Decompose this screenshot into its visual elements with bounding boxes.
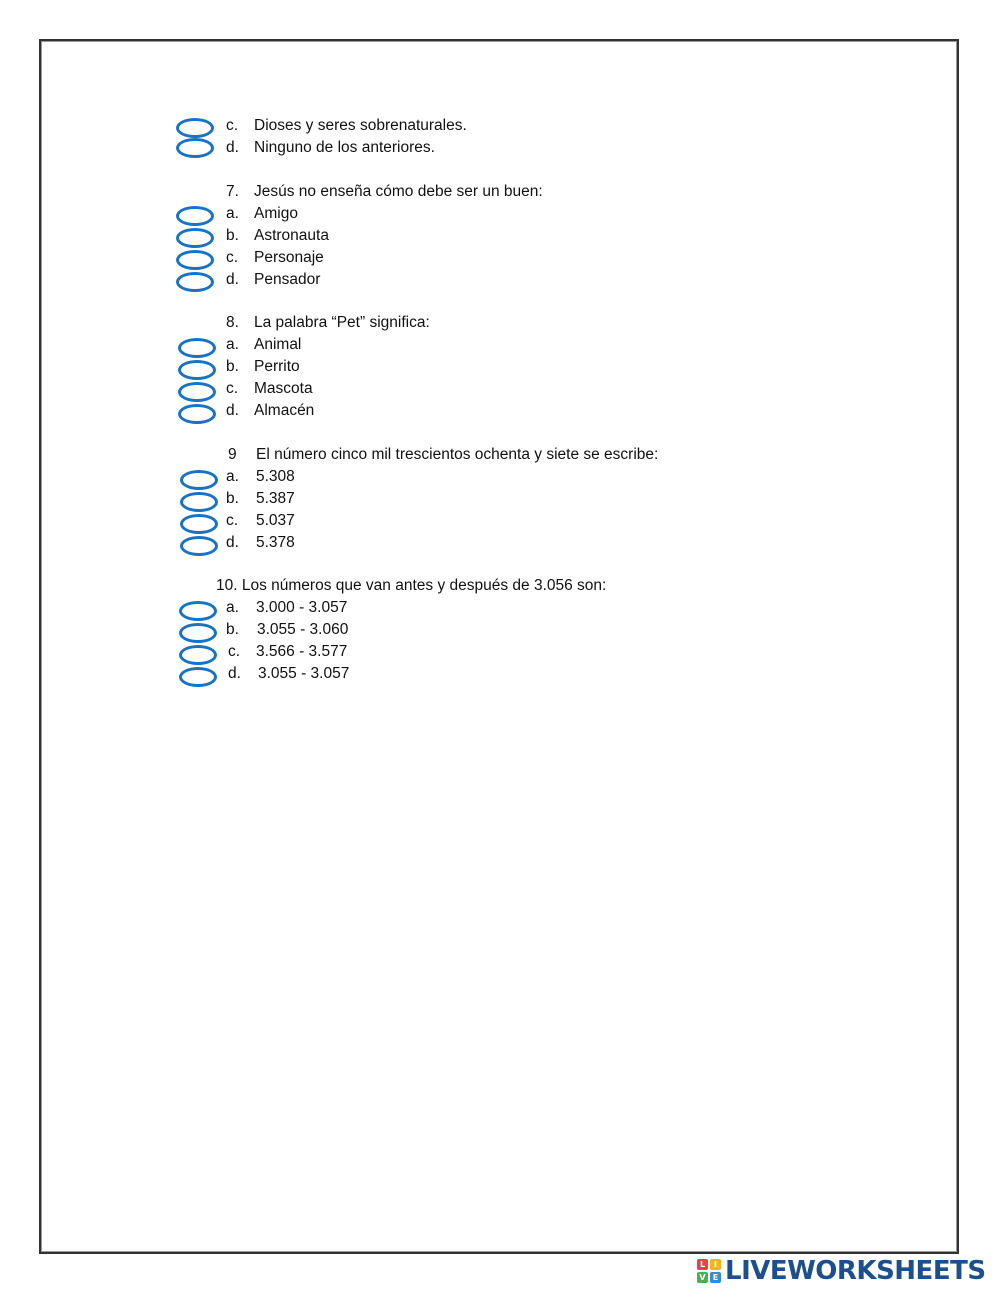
answer-bubble-q9-a[interactable] bbox=[180, 470, 218, 490]
option-marker: d. bbox=[226, 271, 239, 288]
q7-option-d bbox=[226, 270, 320, 290]
option-marker: d. bbox=[228, 665, 241, 682]
option-marker: a. bbox=[226, 205, 239, 222]
option-marker: b. bbox=[226, 621, 239, 638]
liveworksheets-brand bbox=[697, 1255, 986, 1287]
option-text: 3.055 - 3.060 bbox=[257, 621, 349, 638]
option-text: Pensador bbox=[254, 271, 321, 288]
answer-bubble-q8-a[interactable] bbox=[178, 338, 216, 358]
answer-bubble-q7-b[interactable] bbox=[176, 228, 214, 248]
option-marker: c. bbox=[226, 380, 239, 397]
q6-option-c bbox=[226, 116, 467, 136]
q9-option-c bbox=[226, 511, 295, 531]
logo-letter-i: I bbox=[710, 1259, 721, 1270]
q8-option-d bbox=[226, 401, 314, 421]
logo-letter-v: V bbox=[697, 1272, 708, 1283]
option-marker: a. bbox=[226, 468, 239, 485]
option-text: 3.000 - 3.057 bbox=[256, 599, 348, 616]
option-marker: a. bbox=[226, 336, 239, 353]
option-text: Astronauta bbox=[254, 227, 329, 244]
option-marker: d. bbox=[226, 402, 239, 419]
option-marker: d. bbox=[226, 139, 239, 156]
q9-question bbox=[228, 445, 658, 465]
option-marker: b. bbox=[226, 490, 239, 507]
answer-bubble-q6-d[interactable] bbox=[176, 138, 214, 158]
q10-option-c bbox=[228, 642, 347, 662]
q10-option-b bbox=[226, 620, 348, 640]
question-text: El número cinco mil trescientos ochenta y siete se escribe: bbox=[256, 446, 659, 463]
answer-bubble-q7-c[interactable] bbox=[176, 250, 214, 270]
answer-bubble-q9-c[interactable] bbox=[180, 514, 218, 534]
option-text: Personaje bbox=[254, 249, 324, 266]
answer-bubble-q10-c[interactable] bbox=[179, 645, 217, 665]
brand-name: LIVEWORKSHEETS bbox=[725, 1256, 986, 1286]
option-text: 3.566 - 3.577 bbox=[256, 643, 348, 660]
option-marker: c. bbox=[226, 117, 239, 134]
q8-question bbox=[226, 313, 430, 333]
answer-bubble-q8-b[interactable] bbox=[178, 360, 216, 380]
q9-option-d bbox=[226, 533, 295, 553]
option-text: Almacén bbox=[254, 402, 315, 419]
q7-question bbox=[226, 182, 543, 202]
question-number: 8. bbox=[226, 314, 239, 331]
q10-option-a bbox=[226, 598, 347, 618]
option-text: Amigo bbox=[254, 205, 298, 222]
logo-letter-l: L bbox=[697, 1259, 708, 1270]
q8-option-c bbox=[226, 379, 313, 399]
answer-bubble-q6-c[interactable] bbox=[176, 118, 214, 138]
answer-bubble-q10-b[interactable] bbox=[179, 623, 217, 643]
q9-option-a bbox=[226, 467, 295, 487]
answer-bubble-q10-a[interactable] bbox=[179, 601, 217, 621]
logo-letter-e: E bbox=[710, 1272, 721, 1283]
option-text: Perrito bbox=[254, 358, 300, 375]
liveworksheets-logo-icon bbox=[697, 1259, 721, 1283]
option-text: Animal bbox=[254, 336, 302, 353]
q7-option-c bbox=[226, 248, 324, 268]
question-number: 9 bbox=[228, 446, 237, 463]
question-text: 10. Los números que van antes y después de 3.056 son: bbox=[216, 577, 607, 594]
answer-bubble-q9-d[interactable] bbox=[180, 536, 218, 556]
answer-bubble-q8-c[interactable] bbox=[178, 382, 216, 402]
q7-option-a bbox=[226, 204, 298, 224]
q10-option-d bbox=[228, 664, 349, 684]
q6-option-d bbox=[226, 138, 435, 158]
option-marker: d. bbox=[226, 534, 239, 551]
option-marker: c. bbox=[226, 249, 239, 266]
option-text: Dioses y seres sobrenaturales. bbox=[254, 117, 467, 134]
question-text: La palabra “Pet” significa: bbox=[254, 314, 430, 331]
option-marker: a. bbox=[226, 599, 239, 616]
option-text: 5.037 bbox=[256, 512, 295, 529]
option-text: 5.308 bbox=[256, 468, 295, 485]
worksheet-page bbox=[39, 39, 959, 1254]
q7-option-b bbox=[226, 226, 329, 246]
option-text: 5.387 bbox=[256, 490, 295, 507]
answer-bubble-q7-a[interactable] bbox=[176, 206, 214, 226]
option-text: 5.378 bbox=[256, 534, 295, 551]
question-text: Jesús no enseña cómo debe ser un buen: bbox=[254, 183, 543, 200]
q8-option-b bbox=[226, 357, 300, 377]
answer-bubble-q8-d[interactable] bbox=[178, 404, 216, 424]
option-text: Mascota bbox=[254, 380, 313, 397]
answer-bubble-q10-d[interactable] bbox=[179, 667, 217, 687]
option-text: 3.055 - 3.057 bbox=[258, 665, 350, 682]
q8-option-a bbox=[226, 335, 301, 355]
option-marker: c. bbox=[228, 643, 241, 660]
answer-bubble-q7-d[interactable] bbox=[176, 272, 214, 292]
q9-option-b bbox=[226, 489, 295, 509]
option-marker: b. bbox=[226, 227, 239, 244]
option-marker: c. bbox=[226, 512, 239, 529]
option-text: Ninguno de los anteriores. bbox=[254, 139, 435, 156]
question-number: 7. bbox=[226, 183, 239, 200]
q10-question bbox=[216, 576, 606, 596]
answer-bubble-q9-b[interactable] bbox=[180, 492, 218, 512]
option-marker: b. bbox=[226, 358, 239, 375]
